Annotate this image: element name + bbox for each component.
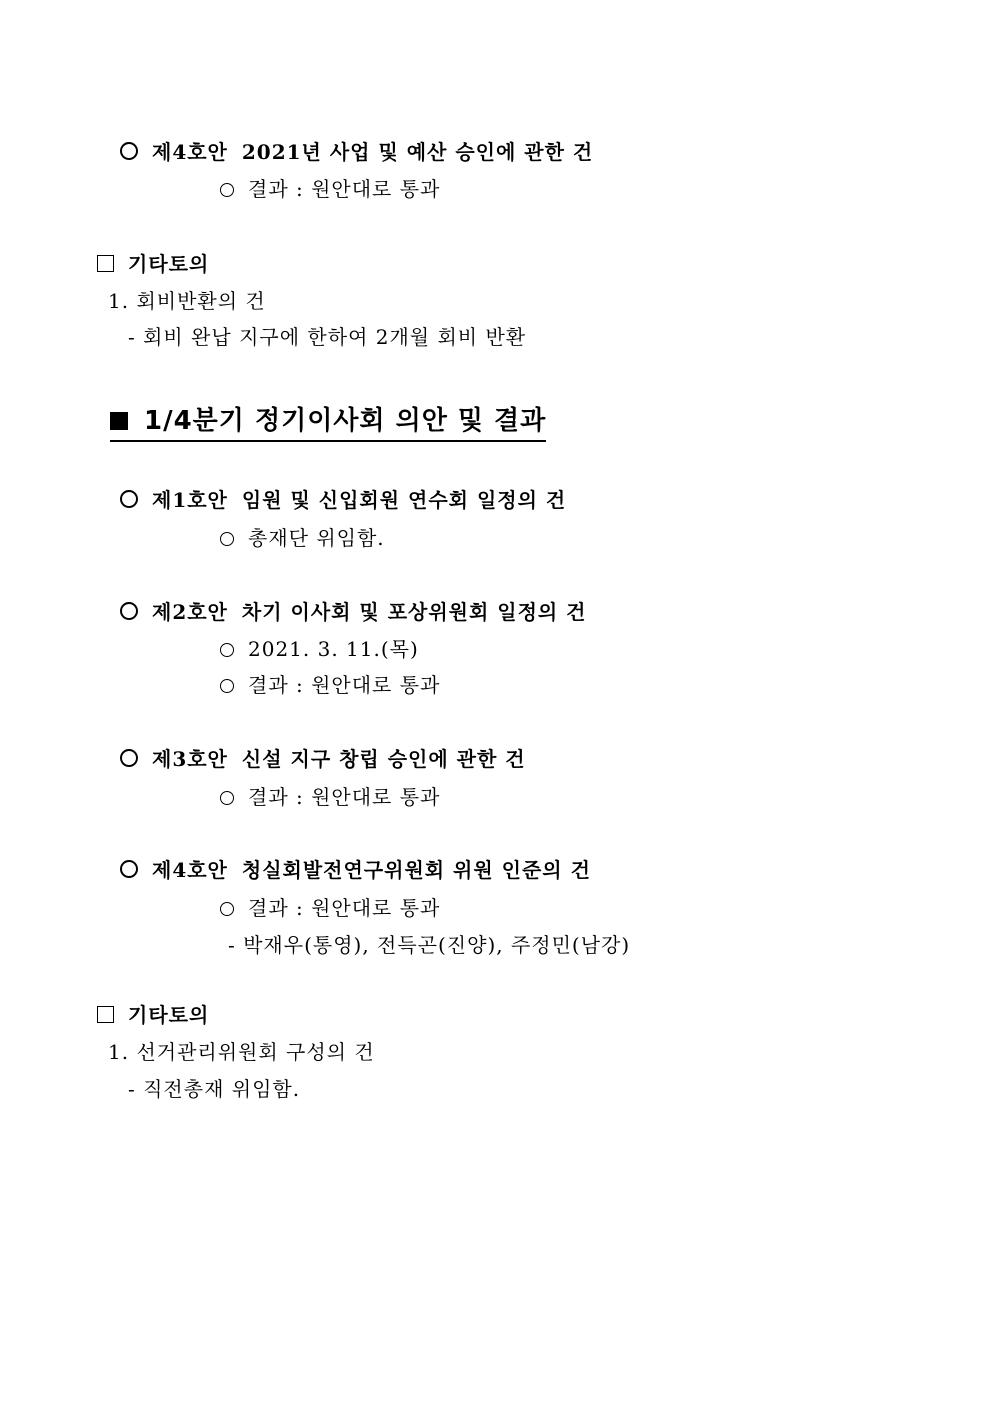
result-text: 결과 : 원안대로 통과 bbox=[248, 177, 441, 201]
agenda-number: 제4호안 bbox=[152, 858, 228, 882]
agenda-number: 제4호안 bbox=[152, 140, 228, 164]
agenda-title: 2021년 사업 및 예산 승인에 관한 건 bbox=[241, 140, 594, 164]
other-discussion-item-2: 1. 선거관리위원회 구성의 건 bbox=[108, 1040, 375, 1064]
other-discussion-item: 1. 회비반환의 건 bbox=[108, 289, 266, 313]
circle-bullet-icon bbox=[120, 860, 138, 878]
agenda-3-result bbox=[220, 784, 440, 810]
circle-bullet-icon bbox=[120, 142, 138, 160]
circle-bullet-icon bbox=[220, 902, 234, 916]
agenda-number: 제3호안 bbox=[152, 747, 228, 771]
date-text: 2021. 3. 11.(목) bbox=[248, 637, 419, 661]
other-discussion-detail: - 회비 완납 지구에 한하여 2개월 회비 반환 bbox=[128, 325, 527, 349]
circle-bullet-icon bbox=[220, 643, 234, 657]
agenda-2-heading bbox=[120, 599, 587, 625]
square-bullet-icon bbox=[97, 255, 114, 272]
result-text: 결과 : 원안대로 통과 bbox=[248, 896, 441, 920]
agenda-4b-members: - 박재우(통영), 전득곤(진양), 주정민(남강) bbox=[228, 933, 631, 957]
agenda-2-result bbox=[220, 672, 440, 698]
circle-bullet-icon bbox=[220, 183, 234, 197]
circle-bullet-icon bbox=[220, 679, 234, 693]
filled-square-icon bbox=[110, 412, 128, 430]
circle-bullet-icon bbox=[220, 532, 234, 546]
agenda-title: 신설 지구 창립 승인에 관한 건 bbox=[241, 747, 526, 771]
agenda-2-date bbox=[220, 636, 419, 662]
heading-text: 기타토의 bbox=[128, 1003, 210, 1027]
circle-bullet-icon bbox=[220, 791, 234, 805]
other-discussion-heading-2 bbox=[97, 1002, 209, 1028]
square-bullet-icon bbox=[97, 1006, 114, 1023]
note-text: 총재단 위임함. bbox=[248, 526, 385, 550]
agenda-number: 제1호안 bbox=[152, 488, 228, 512]
agenda-title: 임원 및 신입회원 연수회 일정의 건 bbox=[241, 488, 567, 512]
agenda-4b-heading bbox=[120, 857, 591, 883]
agenda-number: 제2호안 bbox=[152, 600, 228, 624]
heading-text: 기타토의 bbox=[128, 252, 210, 276]
section-title: 1/4분기 정기이사회 의안 및 결과 bbox=[144, 406, 547, 436]
circle-bullet-icon bbox=[120, 602, 138, 620]
agenda-4-heading bbox=[120, 139, 593, 165]
circle-bullet-icon bbox=[120, 490, 138, 508]
other-discussion-heading bbox=[97, 251, 209, 277]
circle-bullet-icon bbox=[120, 749, 138, 767]
result-text: 결과 : 원안대로 통과 bbox=[248, 673, 441, 697]
result-text: 결과 : 원안대로 통과 bbox=[248, 785, 441, 809]
agenda-title: 청실회발전연구위원회 위원 인준의 건 bbox=[241, 858, 591, 882]
agenda-4-result bbox=[220, 176, 440, 202]
agenda-1-heading bbox=[120, 487, 566, 513]
other-discussion-detail-2: - 직전총재 위임함. bbox=[128, 1077, 301, 1101]
agenda-3-heading bbox=[120, 746, 526, 772]
section-heading bbox=[110, 404, 546, 442]
agenda-1-note bbox=[220, 525, 385, 551]
agenda-4b-result bbox=[220, 895, 440, 921]
agenda-title: 차기 이사회 및 포상위원회 일정의 건 bbox=[241, 600, 587, 624]
